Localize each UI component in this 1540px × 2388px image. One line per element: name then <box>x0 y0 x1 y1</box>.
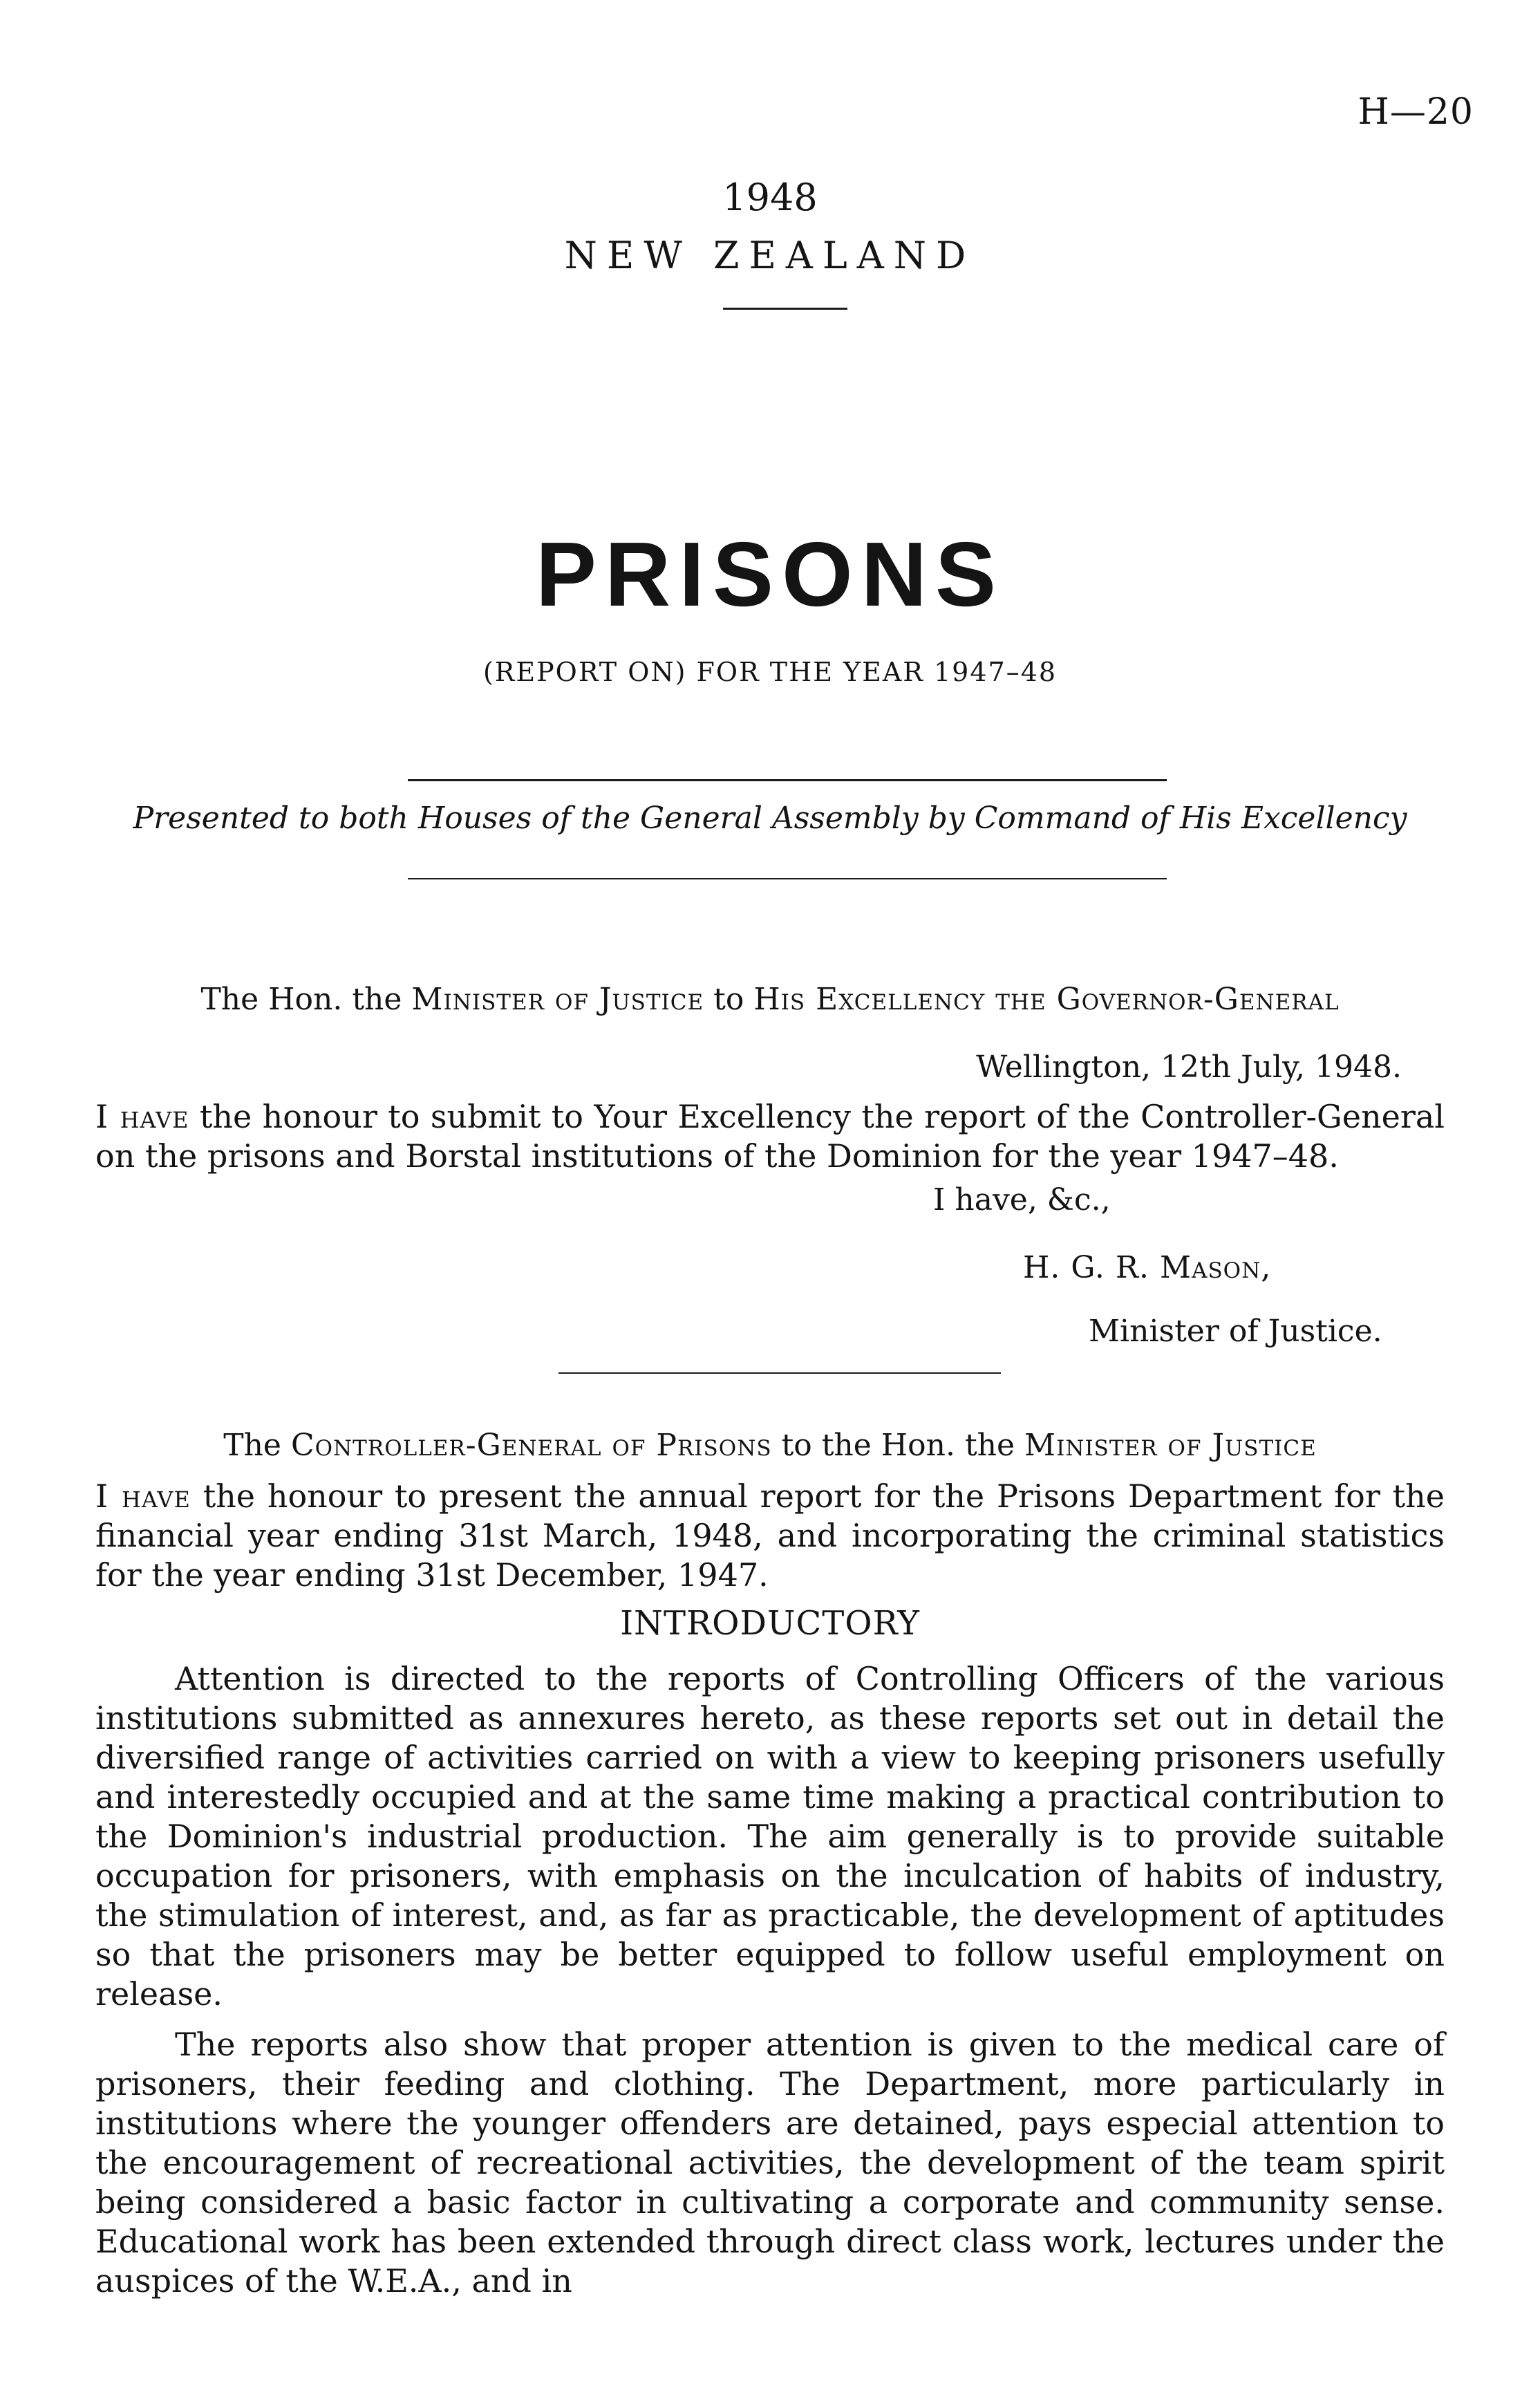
letter-text: the honour to present the annual report for the Prisons Department for the financial year ending 31st March, 1948, and incorporating the criminal statistics for the year ending 31st December, 1947. <box>95 1477 1445 1594</box>
heading-from: Controller-General of Prisons <box>290 1428 772 1463</box>
heading-to: His Excellency the Governor-General <box>753 982 1340 1017</box>
signatory-name: H. G. R. Mason, <box>1023 1250 1272 1285</box>
heading-to: Minister of Justice <box>1024 1428 1317 1463</box>
paragraph: The reports also show that proper attention is given to the medical care of prisoners, their feeding and clothing. The Department, more particularly in institutions where the younger offenders are detained, pays especial attention to the encouragement of recreational activities, the development of the team spirit being considered a basic factor in cultivating a corporate and community sense. Educational work has been extended through direct class work, lectures under the auspices of the W.E.A., and in <box>95 2026 1445 2300</box>
place-date: Wellington, 12th July, 1948. <box>976 1050 1402 1085</box>
introductory-section <box>95 1659 1445 2301</box>
report-year: 1948 <box>722 176 818 219</box>
divider <box>408 878 1167 879</box>
heading-to-word: to the Hon. the <box>781 1428 1015 1463</box>
minister-letter-body <box>95 1097 1445 1176</box>
report-title: PRISONS <box>535 523 1005 625</box>
opening-word: I have <box>95 1098 189 1135</box>
controller-letter-body <box>95 1477 1445 1595</box>
minister-letter-heading <box>0 982 1540 1017</box>
section-heading: INTRODUCTORY <box>620 1604 920 1643</box>
heading-to-word: to <box>713 982 744 1017</box>
signatory-title: Minister of Justice. <box>1089 1314 1382 1349</box>
controller-letter-heading <box>0 1428 1540 1463</box>
heading-prefix: The Hon. the <box>200 982 402 1017</box>
heading-from: Minister of Justice <box>411 982 704 1017</box>
heading-prefix: The <box>223 1428 281 1463</box>
letter-text: the honour to submit to Your Excellency the report of the Controller-General on the prisons and Borstal institutions of the Dominion for the year 1947–48. <box>95 1098 1445 1175</box>
presentation-note: Presented to both Houses of the General Assembly by Command of His Excellency <box>133 801 1407 836</box>
report-subtitle: (REPORT ON) FOR THE YEAR 1947–48 <box>482 657 1058 687</box>
opening-word: I have <box>95 1477 191 1515</box>
divider <box>408 779 1167 781</box>
divider <box>558 1372 1001 1374</box>
paragraph: Attention is directed to the reports of Controlling Officers of the various institutions submitted as annexures hereto, as these reports set out in detail the diversified range of activities carried on with a view to keeping prisoners usefully and interestedly occupied and at the same time making a practical contribution to the Dominion's industrial production. The aim generally is to provide suitable occupation for prisoners, with emphasis on the inculcation of habits of industry, the stimulation of interest, and, as far as practicable, the development of aptitudes so that the prisoners may be better equipped to follow useful employment on release. <box>95 1660 1445 2013</box>
country-name: NEW ZEALAND <box>564 234 976 277</box>
closing-phrase: I have, &c., <box>933 1182 1111 1218</box>
page-number: H—20 <box>1358 91 1474 133</box>
divider <box>723 308 847 310</box>
